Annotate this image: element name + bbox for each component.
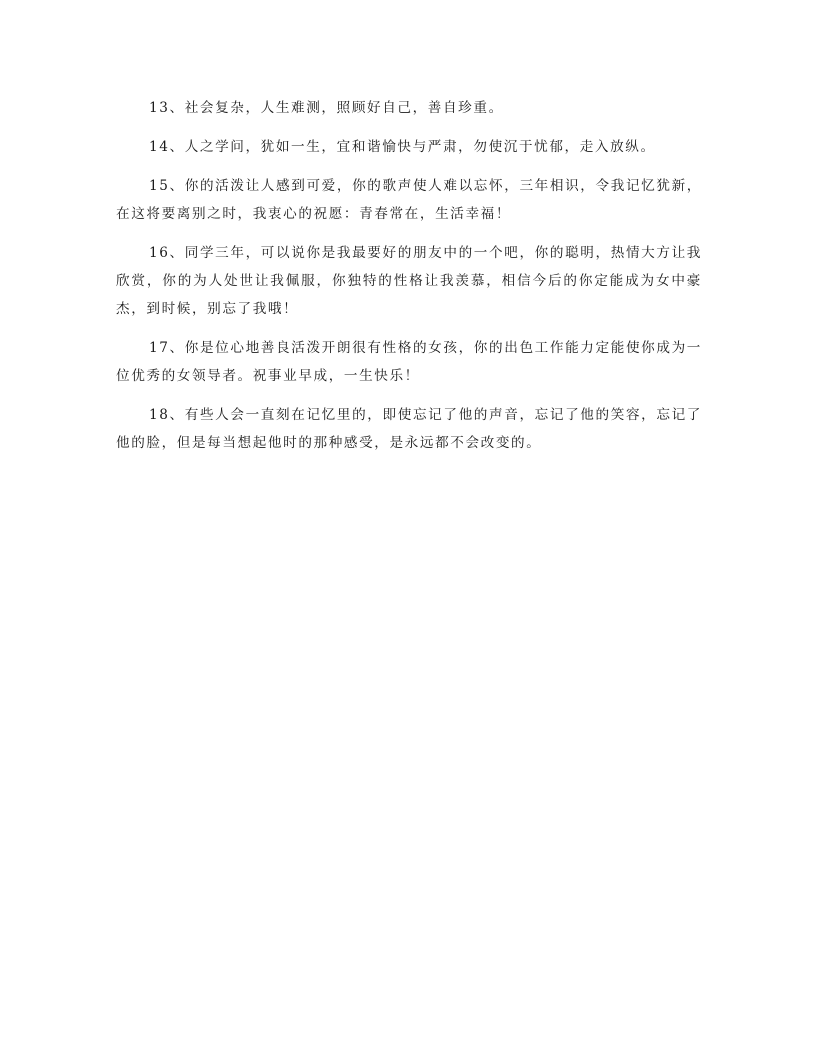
paragraph-13: 13、社会复杂，人生难测，照顾好自己，善自珍重。 (149, 100, 504, 116)
paragraph-17: 17、你是位心地善良活泼开朗很有性格的女孩，你的出色工作能力定能使你成为一位优秀的女领导者。祝事业早成，一生快乐！ (116, 340, 702, 384)
paragraph-18: 18、有些人会一直刻在记忆里的，即使忘记了他的声音，忘记了他的笑容，忘记了他的脸，但是每当想起他时的那种感受，是永远都不会改变的。 (116, 407, 702, 451)
paragraph-14: 14、人之学问，犹如一生，宜和谐愉快与严肃，勿使沉于忧郁，走入放纵。 (149, 139, 656, 155)
document-body (116, 94, 702, 468)
paragraph-15: 15、你的活泼让人感到可爱，你的歌声使人难以忘怀，三年相识，令我记忆犹新，在这将要离别之时，我衷心的祝愿：青春常在，生活幸福！ (116, 178, 702, 222)
paragraph-16: 16、同学三年，可以说你是我最要好的朋友中的一个吧，你的聪明，热情大方让我欣赏，你的为人处世让我佩服，你独特的性格让我羡慕，相信今后的你定能成为女中豪杰，到时候，别忘了我哦！ (116, 245, 702, 317)
